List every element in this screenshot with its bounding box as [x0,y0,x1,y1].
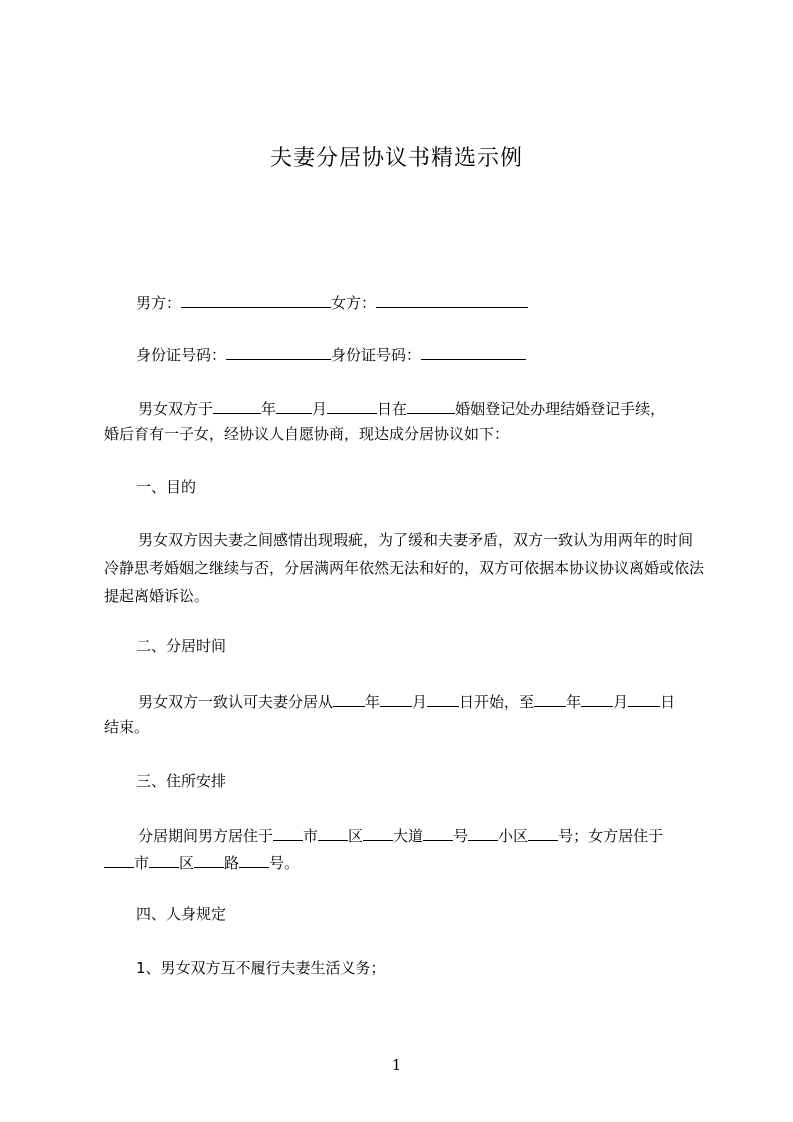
s2-month2-label: 月 [613,693,629,711]
city-label: 市 [303,827,319,845]
avenue-label: 大道 [393,827,424,845]
section-3-line-1 [138,824,663,846]
marriage-month-blank[interactable] [276,397,312,414]
male-avenue-blank[interactable] [363,824,393,841]
male-id-blank[interactable] [226,343,331,360]
male-id-label: 身份证号码： [136,346,227,364]
male-community-blank[interactable] [468,824,498,841]
section-2-line-1 [138,690,675,712]
section-4-heading: 四、人身规定 [136,905,227,923]
male-name-blank[interactable] [181,291,331,308]
female-name-blank[interactable] [376,291,528,308]
section-2-heading: 二、分居时间 [136,637,227,655]
end-year-blank[interactable] [534,690,566,707]
male-building-blank[interactable] [528,824,558,841]
community-label: 小区 [498,827,529,845]
male-label: 男方： [136,294,182,312]
marriage-year-blank[interactable] [213,397,261,414]
number3-label: 号。 [269,854,300,872]
section-1-body: 男女双方因夫妻之间感情出现瑕疵，为了缓和夫妻矛盾，双方一致认为用两年的时间冷静思考婚姻之继续与否，分居满两年依然无法和好的，双方可依据本协议协议离婚或依法提起离婚诉讼。 [104,531,705,605]
start-month-blank[interactable] [380,690,412,707]
s2-year-label: 年 [365,693,381,711]
start-year-blank[interactable] [333,690,365,707]
male-number-blank[interactable] [423,824,453,841]
marriage-day-blank[interactable] [327,397,377,414]
registry-office-blank[interactable] [407,397,455,414]
male-district-blank[interactable] [318,824,348,841]
number-label: 号 [453,827,469,845]
female-number-blank[interactable] [239,851,269,868]
id-numbers-line [136,343,526,365]
section-4-item-1: 1、男女双方互不履行夫妻生活义务； [136,959,386,977]
female-label: 女方： [331,294,377,312]
road-label: 路 [224,854,240,872]
document-title: 夫妻分居协议书精选示例 [269,146,523,171]
district2-label: 区 [179,854,195,872]
female-road-blank[interactable] [194,851,224,868]
female-id-label: 身份证号码： [331,346,422,364]
female-city-blank[interactable] [104,851,134,868]
section-2-line-2: 结束。 [104,718,150,736]
parties-line [136,291,528,313]
section-3-heading: 三、住所安排 [136,772,227,790]
female-id-blank[interactable] [421,343,526,360]
page-number: 1 [391,1056,402,1074]
intro-text: 男女双方于 [138,400,214,418]
female-district-blank[interactable] [149,851,179,868]
section-3-line-2 [104,851,299,873]
intro-line-2: 婚后育有一子女，经协议人自愿协商，现达成分居协议如下： [104,425,510,443]
s2-text: 男女双方一致认可夫妻分居从 [138,693,334,711]
s2-year2-label: 年 [566,693,582,711]
office-text: 婚姻登记处办理结婚登记手续， [455,400,666,418]
section-1-heading: 一、目的 [136,478,197,496]
district-label: 区 [348,827,364,845]
end-month-blank[interactable] [581,690,613,707]
s2-start-text: 日开始，至 [459,693,535,711]
s3-text: 分居期间男方居住于 [138,827,274,845]
male-city-blank[interactable] [273,824,303,841]
city2-label: 市 [134,854,150,872]
day-label: 日在 [377,400,408,418]
number2-label: 号；女方居住于 [558,827,664,845]
s2-month-label: 月 [412,693,428,711]
start-day-blank[interactable] [427,690,459,707]
year-label: 年 [261,400,277,418]
intro-line-1 [138,397,665,419]
month-label: 月 [312,400,328,418]
s2-day2-label: 日 [660,693,676,711]
end-day-blank[interactable] [628,690,660,707]
